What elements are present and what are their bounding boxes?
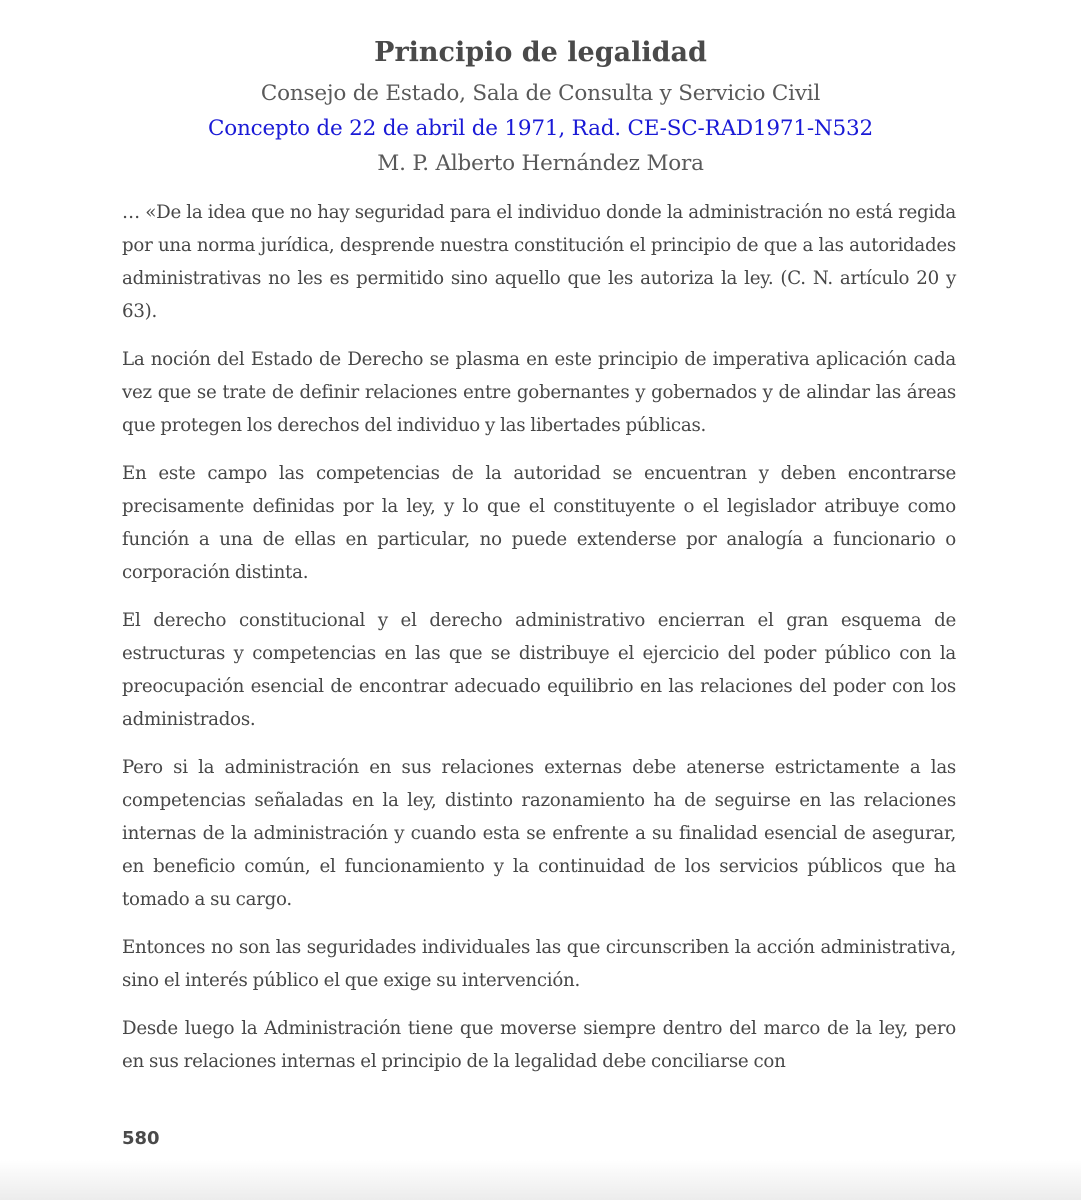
- paragraph-6: Entonces no son las seguridades individuales las que circunscriben la acción administrativa, sino el interés público el que exige su intervención.: [122, 937, 956, 991]
- paragraph-3: En este campo las competencias de la autoridad se encuentran y deben encontrarse precisamente definidas por la ley, y lo que el constituyente o el legislador atribuye como función a una de ellas en particular, no puede extenderse por analogía a funcionario o corporación distinta.: [122, 463, 956, 583]
- paragraph-2: La noción del Estado de Derecho se plasma en este principio de imperativa aplicación cada vez que se trate de definir relaciones entre gobernantes y gobernados y de alindar las áreas que protegen los derechos del individuo y las libertades públicas.: [122, 349, 956, 436]
- reference-link[interactable]: Concepto de 22 de abril de 1971, Rad. CE-SC-RAD1971-N532: [208, 116, 873, 141]
- document-body: [122, 196, 956, 1093]
- document-header: [0, 30, 1081, 181]
- page-title: Principio de legalidad: [374, 37, 707, 68]
- page-number: 580: [122, 1128, 160, 1149]
- page-bottom-shadow: [0, 1160, 1081, 1200]
- paragraph-4: El derecho constitucional y el derecho administrativo encierran el gran esquema de estructuras y competencias en las que se distribuye el ejercicio del poder público con la preocupación esencial de encontrar adecuado equilibrio en las relaciones del poder con los administrados.: [122, 610, 956, 730]
- paragraph-1: … «De la idea que no hay seguridad para el individuo donde la administración no está regida por una norma jurídica, desprende nuestra constitución el principio de que a las autoridades administrativas no les es permitido sino aquello que les autoriza la ley. (C. N. artículo 20 y 63).: [122, 202, 956, 322]
- issuer-line: Consejo de Estado, Sala de Consulta y Servicio Civil: [260, 81, 821, 106]
- magistrate-line: M. P. Alberto Hernández Mora: [377, 151, 704, 176]
- paragraph-5: Pero si la administración en sus relaciones externas debe atenerse estrictamente a las competencias señaladas en la ley, distinto razonamiento ha de seguirse en las relaciones internas de la administración y cuando esta se enfrente a su finalidad esencial de asegurar, en beneficio común, el funcionamiento y la continuidad de los servicios públicos que ha tomado a su cargo.: [122, 757, 956, 910]
- paragraph-7: Desde luego la Administración tiene que moverse siempre dentro del marco de la ley, pero en sus relaciones internas el principio de la legalidad debe conciliarse con: [122, 1018, 956, 1072]
